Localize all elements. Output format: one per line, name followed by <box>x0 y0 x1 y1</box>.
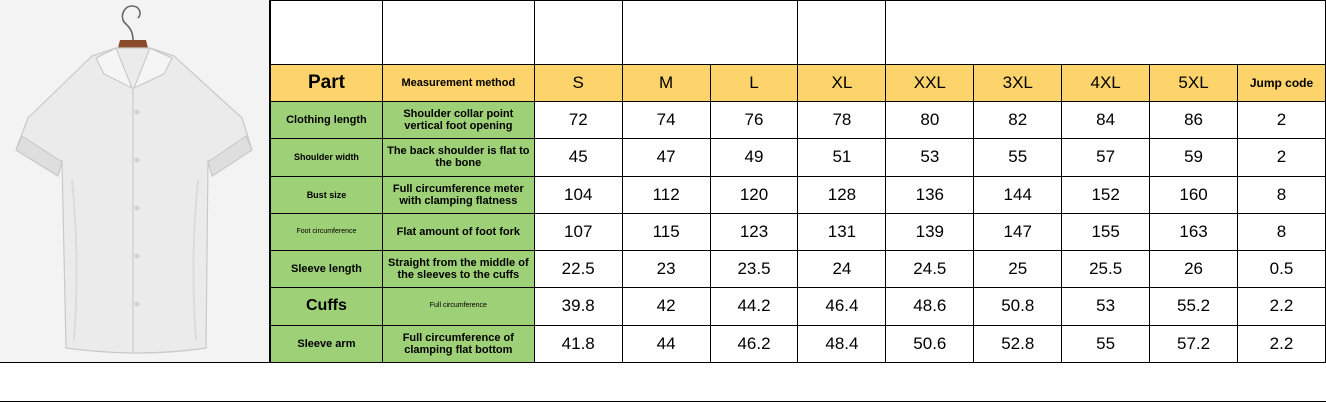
header-jump-code: Jump code <box>1238 65 1326 102</box>
table-header-row <box>271 65 1326 102</box>
row-measurement-method: Full circumference of clamping flat bottom <box>382 325 534 362</box>
size-value-cell: 46.2 <box>710 325 798 362</box>
size-value-cell: 120 <box>710 176 798 213</box>
size-value-cell: 131 <box>798 213 886 250</box>
size-value-cell: 76 <box>710 102 798 139</box>
size-value-cell: 152 <box>1062 176 1150 213</box>
size-value-cell: 115 <box>622 213 710 250</box>
size-value-cell: 104 <box>534 176 622 213</box>
size-value-cell: 46.4 <box>798 288 886 325</box>
jump-code-cell: 0.5 <box>1238 251 1326 288</box>
size-value-cell: 84 <box>1062 102 1150 139</box>
size-chart-table <box>270 0 1326 363</box>
table-row <box>271 139 1326 176</box>
row-part-label: Shoulder width <box>271 139 383 176</box>
size-value-cell: 55 <box>1062 325 1150 362</box>
size-value-cell: 22.5 <box>534 251 622 288</box>
row-measurement-method: Full circumference <box>382 288 534 325</box>
size-value-cell: 48.6 <box>886 288 974 325</box>
size-value-cell: 74 <box>622 102 710 139</box>
size-value-cell: 163 <box>1150 213 1238 250</box>
blank-cell <box>534 1 622 65</box>
size-value-cell: 55 <box>974 139 1062 176</box>
row-part-label: Bust size <box>271 176 383 213</box>
size-value-cell: 147 <box>974 213 1062 250</box>
size-value-cell: 80 <box>886 102 974 139</box>
size-value-cell: 48.4 <box>798 325 886 362</box>
size-value-cell: 24 <box>798 251 886 288</box>
jump-code-cell: 2.2 <box>1238 325 1326 362</box>
size-value-cell: 44.2 <box>710 288 798 325</box>
size-value-cell: 53 <box>886 139 974 176</box>
header-size-xxl: XXL <box>886 65 974 102</box>
size-value-cell: 42 <box>622 288 710 325</box>
product-photo <box>0 0 270 362</box>
size-value-cell: 50.6 <box>886 325 974 362</box>
table-row <box>271 288 1326 325</box>
jump-code-cell: 2 <box>1238 139 1326 176</box>
table-blank-row <box>271 1 1326 65</box>
row-measurement-method: Straight from the middle of the sleeves to the cuffs <box>382 251 534 288</box>
table-row <box>271 176 1326 213</box>
header-part: Part <box>271 65 383 102</box>
row-part-label: Clothing length <box>271 102 383 139</box>
blank-cell <box>886 1 1326 65</box>
row-measurement-method: The back shoulder is flat to the bone <box>382 139 534 176</box>
footer-strip <box>0 362 1326 402</box>
size-value-cell: 44 <box>622 325 710 362</box>
table-row <box>271 102 1326 139</box>
table-row <box>271 213 1326 250</box>
size-value-cell: 139 <box>886 213 974 250</box>
size-value-cell: 136 <box>886 176 974 213</box>
size-value-cell: 23.5 <box>710 251 798 288</box>
size-value-cell: 49 <box>710 139 798 176</box>
size-value-cell: 59 <box>1150 139 1238 176</box>
blank-cell <box>622 1 798 65</box>
row-part-label: Sleeve arm <box>271 325 383 362</box>
size-value-cell: 55.2 <box>1150 288 1238 325</box>
jump-code-cell: 2.2 <box>1238 288 1326 325</box>
size-value-cell: 155 <box>1062 213 1150 250</box>
size-value-cell: 25.5 <box>1062 251 1150 288</box>
blank-cell <box>798 1 886 65</box>
size-value-cell: 144 <box>974 176 1062 213</box>
header-method: Measurement method <box>382 65 534 102</box>
table-row <box>271 325 1326 362</box>
size-value-cell: 72 <box>534 102 622 139</box>
jump-code-cell: 2 <box>1238 102 1326 139</box>
size-value-cell: 47 <box>622 139 710 176</box>
row-measurement-method: Full circumference meter with clamping flatness <box>382 176 534 213</box>
row-part-label: Foot circumference <box>271 213 383 250</box>
header-size-5xl: 5XL <box>1150 65 1238 102</box>
size-value-cell: 41.8 <box>534 325 622 362</box>
row-measurement-method: Flat amount of foot fork <box>382 213 534 250</box>
size-value-cell: 112 <box>622 176 710 213</box>
size-value-cell: 24.5 <box>886 251 974 288</box>
row-part-label: Cuffs <box>271 288 383 325</box>
size-value-cell: 86 <box>1150 102 1238 139</box>
size-value-cell: 51 <box>798 139 886 176</box>
header-size-4xl: 4XL <box>1062 65 1150 102</box>
jump-code-cell: 8 <box>1238 176 1326 213</box>
header-size-m: M <box>622 65 710 102</box>
size-value-cell: 23 <box>622 251 710 288</box>
size-value-cell: 57 <box>1062 139 1150 176</box>
size-value-cell: 160 <box>1150 176 1238 213</box>
row-part-label: Sleeve length <box>271 251 383 288</box>
size-value-cell: 50.8 <box>974 288 1062 325</box>
size-value-cell: 82 <box>974 102 1062 139</box>
size-value-cell: 53 <box>1062 288 1150 325</box>
header-size-xl: XL <box>798 65 886 102</box>
size-value-cell: 39.8 <box>534 288 622 325</box>
size-value-cell: 45 <box>534 139 622 176</box>
jump-code-cell: 8 <box>1238 213 1326 250</box>
size-value-cell: 25 <box>974 251 1062 288</box>
size-value-cell: 123 <box>710 213 798 250</box>
size-value-cell: 57.2 <box>1150 325 1238 362</box>
size-value-cell: 128 <box>798 176 886 213</box>
row-measurement-method: Shoulder collar point vertical foot opening <box>382 102 534 139</box>
size-value-cell: 26 <box>1150 251 1238 288</box>
table-row <box>271 251 1326 288</box>
size-value-cell: 107 <box>534 213 622 250</box>
blank-cell <box>271 1 383 65</box>
shirt-on-hanger-icon <box>0 0 270 362</box>
header-size-3xl: 3XL <box>974 65 1062 102</box>
header-size-l: L <box>710 65 798 102</box>
blank-cell <box>382 1 534 65</box>
size-value-cell: 78 <box>798 102 886 139</box>
size-value-cell: 52.8 <box>974 325 1062 362</box>
header-size-s: S <box>534 65 622 102</box>
